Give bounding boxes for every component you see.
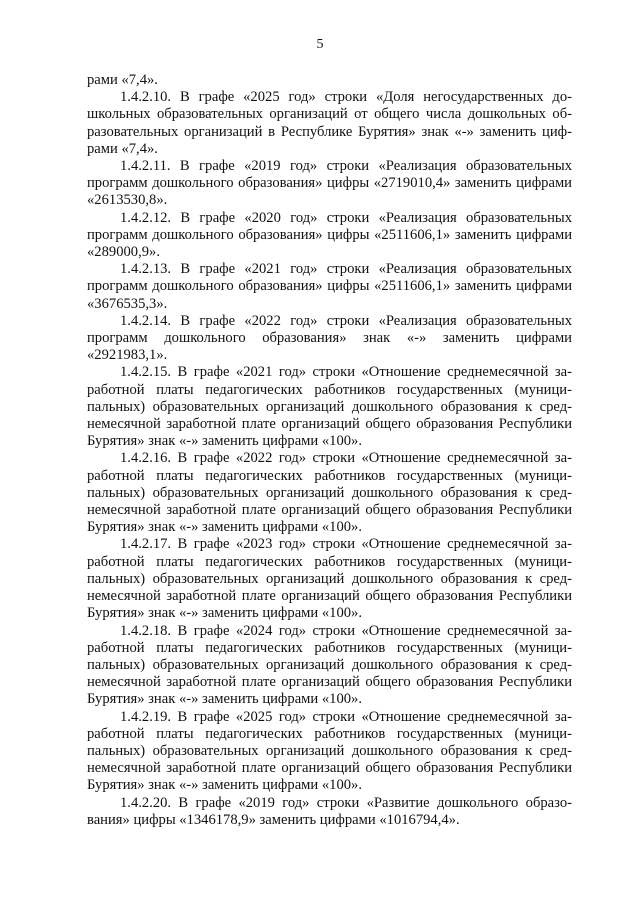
- paragraph-1-4-2-11: 1.4.2.11. В графе «2019 год» строки «Реализация образовательных программ дошкольного образования» цифры «2719010,4» заменить цифрами «2613530,8».: [87, 158, 572, 209]
- document-body: [87, 72, 572, 829]
- page-number: 5: [316, 37, 324, 52]
- paragraph-1-4-2-16: 1.4.2.16. В графе «2022 год» строки «Отношение среднемесячной заработной платы педагогических работников государственных (муниципальных) образовательных организаций дошкольного образования к среднемесячной заработной плате организаций общего образования Республики Бурятия» знак «-» заменить цифрами «100».: [87, 450, 572, 536]
- paragraph-1-4-2-12: 1.4.2.12. В графе «2020 год» строки «Реализация образовательных программ дошкольного образования» цифры «2511606,1» заменить цифрами «289000,9».: [87, 209, 572, 261]
- paragraph-1-4-2-20: 1.4.2.20. В графе «2019 год» строки «Развитие дошкольного образования» цифры «1346178,9» заменить цифрами «1016794,4».: [87, 794, 572, 828]
- paragraph-continuation: рами «7,4».: [87, 72, 158, 88]
- paragraph-1-4-2-14: 1.4.2.14. В графе «2022 год» строки «Реализация образовательных программ дошкольного образования» знак «-» заменить цифрами «2921983,1».: [87, 312, 572, 364]
- paragraph-1-4-2-19: 1.4.2.19. В графе «2025 год» строки «Отношение среднемесячной заработной платы педагогических работников государственных (муниципальных) образовательных организаций дошкольного образования к среднемесячной заработной плате организаций общего образования Республики Бурятия» знак «-» заменить цифрами «100».: [87, 708, 572, 794]
- paragraph-1-4-2-18: 1.4.2.18. В графе «2024 год» строки «Отношение среднемесячной заработной платы педагогических работников государственных (муниципальных) образовательных организаций дошкольного образования к среднемесячной заработной плате организаций общего образования Республики Бурятия» знак «-» заменить цифрами «100».: [87, 622, 572, 708]
- paragraph-1-4-2-13: 1.4.2.13. В графе «2021 год» строки «Реализация образовательных программ дошкольного образования» цифры «2511606,1» заменить цифрами «3676535,3».: [87, 261, 572, 312]
- paragraph-1-4-2-10: 1.4.2.10. В графе «2025 год» строки «Доля негосударственных дошкольных образовательных организаций от общего числа дошкольных образовательных организаций в Республике Бурятия» знак «-» заменить цифрами «7,4».: [87, 89, 572, 157]
- paragraph-1-4-2-15: 1.4.2.15. В графе «2021 год» строки «Отношение среднемесячной заработной платы педагогических работников государственных (муниципальных) образовательных организаций дошкольного образования к среднемесячной заработной плате организаций общего образования Республики Бурятия» знак «-» заменить цифрами «100».: [87, 364, 572, 450]
- paragraph-1-4-2-17: 1.4.2.17. В графе «2023 год» строки «Отношение среднемесячной заработной платы педагогических работников государственных (муниципальных) образовательных организаций дошкольного образования к среднемесячной заработной плате организаций общего образования Республики Бурятия» знак «-» заменить цифрами «100».: [87, 536, 572, 622]
